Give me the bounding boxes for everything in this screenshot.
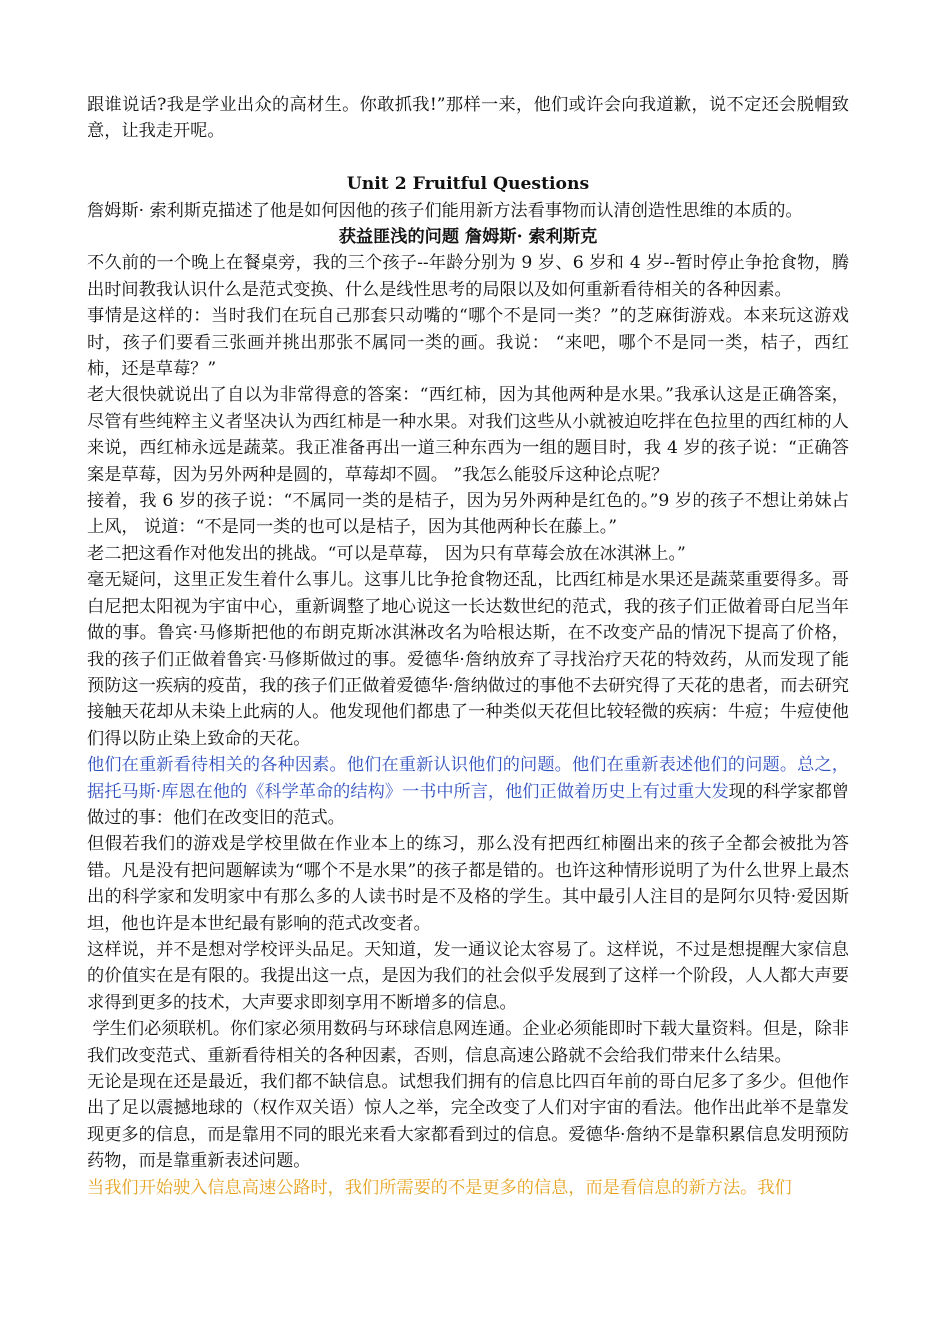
document-page [87,92,849,1201]
paragraph-5: 老二把这看作对他发出的挑战。“可以是草莓， 因为只有草莓会放在冰淇淋上。” [87,543,686,564]
unit-title: Unit 2 Fruitful Questions [346,174,590,195]
paragraph-4: 接着，我 6 岁的孩子说：“不属同一类的是桔子，因为另外两种是红色的。”9 岁的孩子不想让弟妹占上风， 说道：“不是同一类的也可以是桔子，因为其他两种长在藤上。” [87,491,849,538]
paragraph-2: 事情是这样的：当时我们在玩自己那套只动嘴的“哪个不是同一类？”的芝麻街游戏。本来玩这游戏时，孩子们要看三张画并挑出那张不属同一类的画。我说： “来吧，哪个不是同一类，桔子，西红柿，还是草莓？” [87,306,849,380]
lead-paragraph: 跟谁说话?我是学业出众的高材生。你敢抓我!”那样一来，他们或许会向我道歉，说不定还会脱帽致意，让我走开呢。 [87,95,849,142]
paragraph-9: 这样说，并不是想对学校评头品足。天知道，发一通议论太容易了。这样说，不过是想提醒大家信息的价值实在是有限的。我提出这一点，是因为我们的社会似乎发展到了这样一个阶段，人人都大声要求得到更多的技术，大声要求即刻享用不断增多的信息。 [87,939,849,1013]
paragraph-10: 学生们必须联机。你们家必须用数码与环球信息网连通。企业必须能即时下载大量资料。但是，除非我们改变范式、重新看待相关的各种因素，否则，信息高速公路就不会给我们带来什么结果。 [87,1019,849,1066]
paragraph-7-rest: 现的科学家都曾做过的事：他们在改变旧的范式。 [87,781,849,828]
paragraph-3: 老大很快就说出了自以为非常得意的答案：“西红柿，因为其他两种是水果。”我承认这是正确答案，尽管有些纯粹主义者坚决认为西红柿是一种水果。对我们这些从小就被迫吃拌在色拉里的西红柿的人来说，西红柿永远是蔬菜。我正准备再出一道三种东西为一组的题目时，我 4 岁的孩子说：“正确答案是草莓，因为另外两种是圆的，草莓却不圆。 ”我怎么能驳斥这种论点呢？ [87,385,849,485]
article-title: 获益匪浅的问题 詹姆斯· 索利斯克 [338,227,598,248]
paragraph-6: 毫无疑问，这里正发生着什么事儿。这事儿比争抢食物还乱，比西红柿是水果还是蔬菜重要得多。哥白尼把太阳视为宇宙中心，重新调整了地心说这一长达数世纪的范式，我的孩子们正做着哥白尼当年做的事。鲁宾·马修斯把他的布朗克斯冰淇淋改名为哈根达斯，在不改变产品的情况下提高了价格， 我的孩子们正做着鲁宾·马修斯做过的事。爱德华·詹纳放弃了寻找治疗天花的特效药，从而发现了能预防这一疾病的疫苗，我的孩子们正做着爱德华·詹纳做过的事他不去研究得了天花的患者，而去研究接触天花却从未染上此病的人。他发现他们都患了一种类似天花但比较轻微的疾病：牛痘；牛痘使他们得以防止染上致命的天花。 [87,570,849,749]
paragraph-11: 无论是现在还是最近，我们都不缺信息。试想我们拥有的信息比四百年前的哥白尼多了多少。但他作出了足以震撼地球的（权作双关语）惊人之举，完全改变了人们对宇宙的看法。他作出此举不是靠发现更多的信息，而是靠用不同的眼光来看大家都看到过的信息。爱德华·詹纳不是靠积累信息发明预防药物，而是靠重新表述问题。 [87,1072,849,1172]
paragraph-8: 但假若我们的游戏是学校里做在作业本上的练习，那么没有把西红柿圈出来的孩子全都会被批为答错。凡是没有把问题解读为“哪个不是水果”的孩子都是错的。也许这种情形说明了为什么世界上最杰出的科学家和发明家中有那么多的人读书时是不及格的学生。其中最引人注目的是阿尔贝特·爱因斯坦，他也许是本世纪最有影响的范式改变者。 [87,834,849,934]
intro-paragraph: 詹姆斯· 索利斯克描述了他是如何因他的孩子们能用新方法看事物而认清创造性思维的本质的。 [87,200,803,221]
highlighted-text-blue: 他们在重新看待相关的各种因素。他们在重新认识他们的问题。他们在重新表述他们的问题。总之，据托马斯·库恩在他的《科学革命的结构》一书中所言，他们正做着历史上有过重大发 [87,755,849,802]
spacer [87,145,849,171]
paragraph-7 [87,752,849,831]
paragraph-1: 不久前的一个晚上在餐桌旁，我的三个孩子--年龄分别为 9 岁、6 岁和 4 岁--暂时停止争抢食物，腾出时间教我认识什么是范式变换、什么是线性思考的局限以及如何重新看待相关的各种因素。 [87,253,849,300]
highlighted-paragraph-orange: 当我们开始驶入信息高速公路时，我们所需要的不是更多的信息，而是看信息的新方法。我们 [87,1177,792,1198]
